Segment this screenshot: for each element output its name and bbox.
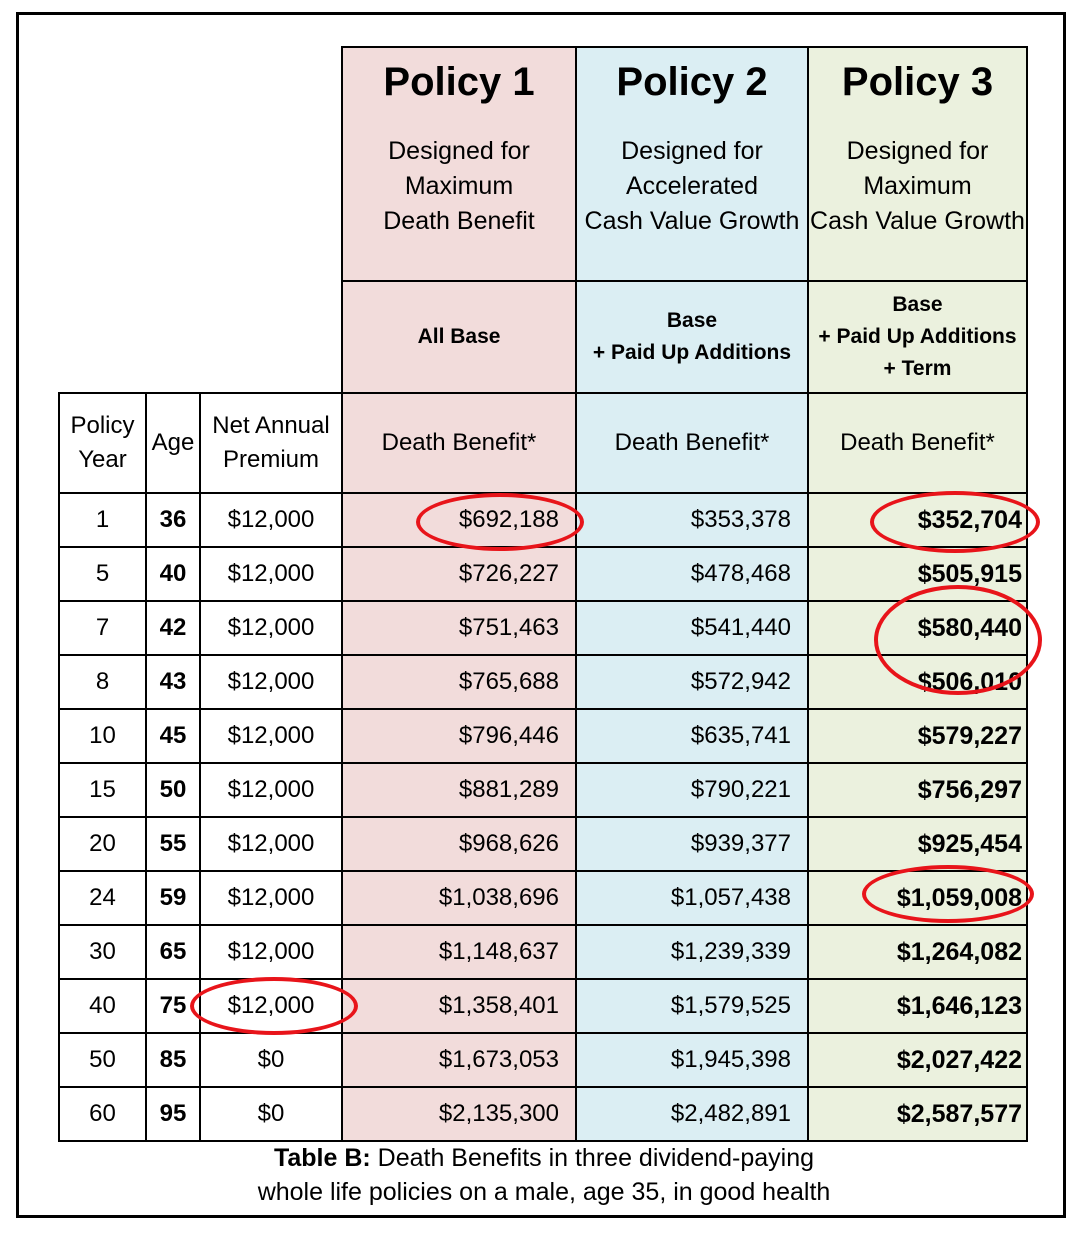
age-header-label: Age	[151, 429, 195, 456]
premium-cell	[199, 978, 343, 1034]
policy-year-cell-text: 5	[95, 560, 110, 587]
policy-3-value-cell	[807, 654, 1028, 710]
policy-3-value-cell	[807, 492, 1028, 548]
policy-3-value-cell	[807, 816, 1028, 872]
age-cell	[145, 870, 201, 926]
policy-2-design-line: Accelerated	[625, 172, 758, 200]
age-cell-text: 65	[159, 938, 187, 965]
policy-1-value-cell	[341, 870, 577, 926]
policy-3-design-line: Designed for	[846, 137, 989, 165]
policy-1-value-cell-text: $692,188	[458, 506, 559, 533]
policy-3-design-line: Cash Value Growth	[810, 207, 1025, 235]
policy-2-structure	[575, 280, 809, 394]
policy-3-value-cell	[807, 870, 1028, 926]
policy-1-value-cell-text: $968,626	[458, 830, 559, 857]
policy-2-value-cell	[575, 654, 809, 710]
premium-cell	[199, 1086, 343, 1142]
policy-3-value-cell-text: $2,027,422	[896, 1045, 1022, 1074]
policy-3-value-cell	[807, 762, 1028, 818]
age-cell-text: 40	[159, 560, 187, 587]
age-cell-text: 36	[159, 506, 187, 533]
policy-1-value-cell	[341, 1086, 577, 1142]
premium-cell-text: $0	[257, 1100, 285, 1127]
age-cell	[145, 654, 201, 710]
premium-cell	[199, 708, 343, 764]
policy-1-value-cell-text: $1,358,401	[438, 992, 559, 1019]
policy-2-structure-line: Base	[666, 309, 718, 332]
policy-1-column-header	[341, 392, 577, 494]
policy-year-cell	[58, 492, 147, 548]
policy-2-value-cell	[575, 978, 809, 1034]
policy-year-cell-text: 30	[89, 938, 116, 965]
policy-year-cell-text: 15	[89, 776, 116, 803]
table-caption	[0, 1141, 1088, 1209]
policy-1-value-cell	[341, 1032, 577, 1088]
policy-1-design-line: Designed for	[388, 137, 530, 165]
policy-2-value-cell-text: $541,440	[690, 614, 791, 641]
age-cell-text: 50	[159, 776, 187, 803]
age-cell-text: 45	[159, 722, 187, 749]
age-cell-text: 43	[159, 668, 187, 695]
policy-year-cell	[58, 978, 147, 1034]
age-cell	[145, 546, 201, 602]
policy-2-header	[575, 46, 809, 282]
policy-3-column-header	[807, 392, 1028, 494]
policy-1-title: Policy 1	[383, 60, 535, 104]
premium-cell	[199, 816, 343, 872]
age-cell	[145, 978, 201, 1034]
caption-line-2: whole life policies on a male, age 35, in good health	[257, 1178, 831, 1206]
policy-1-value-cell-text: $1,038,696	[438, 884, 559, 911]
premium-cell-text: $12,000	[227, 938, 315, 965]
age-cell	[145, 600, 201, 656]
policy-1-value-cell	[341, 924, 577, 980]
age-cell-text: 55	[159, 830, 187, 857]
age-cell	[145, 492, 201, 548]
premium-cell-text: $12,000	[227, 830, 315, 857]
premium-cell-text: $12,000	[227, 560, 315, 587]
policy-3-value-cell-text: $352,704	[917, 505, 1022, 534]
policy-3-value-cell-text: $1,059,008	[896, 883, 1022, 912]
policy-2-value-cell-text: $1,579,525	[670, 992, 791, 1019]
premium-cell-text: $12,000	[227, 722, 315, 749]
age-header	[145, 392, 201, 494]
premium-cell-text: $0	[257, 1046, 285, 1073]
premium-header	[199, 392, 343, 494]
premium-cell-text: $12,000	[227, 506, 315, 533]
policy-1-design-line: Maximum	[404, 172, 514, 200]
policy-2-value-cell	[575, 1032, 809, 1088]
policy-1-value-cell	[341, 654, 577, 710]
policy-year-cell	[58, 762, 147, 818]
policy-2-value-cell	[575, 816, 809, 872]
premium-cell	[199, 654, 343, 710]
age-cell	[145, 924, 201, 980]
policy-year-header-line: Year	[78, 446, 127, 473]
policy-1-value-cell	[341, 762, 577, 818]
policy-3-value-cell	[807, 924, 1028, 980]
premium-cell-text: $12,000	[227, 992, 315, 1019]
policy-2-value-cell-text: $939,377	[690, 830, 791, 857]
policy-1-value-cell	[341, 708, 577, 764]
policy-year-cell	[58, 924, 147, 980]
policy-3-value-cell	[807, 708, 1028, 764]
premium-cell	[199, 870, 343, 926]
premium-header-line: Premium	[222, 446, 319, 473]
premium-cell	[199, 600, 343, 656]
policy-1-design-line: Death Benefit	[383, 207, 535, 235]
policy-1-value-cell	[341, 978, 577, 1034]
policy-2-value-cell-text: $572,942	[690, 668, 791, 695]
policy-1-value-cell	[341, 816, 577, 872]
policy-year-cell-text: 24	[89, 884, 116, 911]
policy-1-column-header-label: Death Benefit*	[381, 429, 537, 456]
age-cell-text: 42	[159, 614, 187, 641]
policy-1-value-cell-text: $1,148,637	[438, 938, 559, 965]
premium-cell	[199, 1032, 343, 1088]
policy-3-value-cell-text: $579,227	[917, 721, 1022, 750]
age-cell	[145, 816, 201, 872]
policy-3-value-cell-text: $1,264,082	[896, 937, 1022, 966]
premium-cell	[199, 492, 343, 548]
policy-3-value-cell	[807, 1032, 1028, 1088]
policy-1-value-cell-text: $1,673,053	[438, 1046, 559, 1073]
policy-3-structure	[807, 280, 1028, 394]
policy-year-cell-text: 40	[89, 992, 116, 1019]
policy-3-value-cell-text: $925,454	[917, 829, 1022, 858]
premium-cell	[199, 924, 343, 980]
policy-3-value-cell-text: $2,587,577	[896, 1099, 1022, 1128]
premium-cell-text: $12,000	[227, 776, 315, 803]
policy-2-value-cell	[575, 1086, 809, 1142]
age-cell	[145, 1032, 201, 1088]
policy-3-value-cell	[807, 978, 1028, 1034]
premium-cell-text: $12,000	[227, 884, 315, 911]
policy-2-title: Policy 2	[616, 60, 768, 104]
policy-year-cell	[58, 600, 147, 656]
policy-2-value-cell	[575, 924, 809, 980]
policy-3-value-cell	[807, 600, 1028, 656]
policy-1-value-cell-text: $726,227	[458, 560, 559, 587]
policy-year-cell	[58, 1086, 147, 1142]
policy-3-structure-line: + Paid Up Additions	[818, 325, 1017, 348]
policy-3-value-cell-text: $756,297	[917, 775, 1022, 804]
policy-year-cell-text: 10	[89, 722, 116, 749]
policy-year-cell	[58, 816, 147, 872]
premium-cell-text: $12,000	[227, 614, 315, 641]
death-benefit-table	[58, 46, 1028, 1140]
policy-year-header-line: Policy	[70, 412, 135, 439]
policy-year-cell	[58, 546, 147, 602]
policy-3-value-cell-text: $506,010	[917, 667, 1022, 696]
policy-2-value-cell-text: $1,239,339	[670, 938, 791, 965]
policy-3-value-cell-text: $505,915	[917, 559, 1022, 588]
premium-cell-text: $12,000	[227, 668, 315, 695]
age-cell-text: 95	[159, 1100, 187, 1127]
policy-1-value-cell-text: $2,135,300	[438, 1100, 559, 1127]
policy-2-structure-line: + Paid Up Additions	[592, 341, 792, 364]
policy-2-value-cell	[575, 870, 809, 926]
policy-2-value-cell-text: $1,057,438	[670, 884, 791, 911]
policy-1-header	[341, 46, 577, 282]
policy-2-value-cell-text: $2,482,891	[670, 1100, 791, 1127]
premium-header-line: Net Annual	[212, 412, 330, 439]
policy-2-value-cell	[575, 708, 809, 764]
policy-1-value-cell-text: $765,688	[458, 668, 559, 695]
policy-3-title: Policy 3	[841, 60, 994, 104]
policy-1-value-cell-text: $751,463	[458, 614, 559, 641]
age-cell-text: 59	[159, 884, 187, 911]
policy-2-design-line: Cash Value Growth	[584, 207, 800, 235]
policy-3-value-cell	[807, 1086, 1028, 1142]
policy-1-value-cell	[341, 492, 577, 548]
policy-2-column-header	[575, 392, 809, 494]
policy-year-cell	[58, 870, 147, 926]
age-cell	[145, 762, 201, 818]
premium-cell	[199, 546, 343, 602]
policy-3-structure-line: + Term	[883, 357, 952, 380]
policy-year-cell	[58, 654, 147, 710]
policy-2-value-cell-text: $1,945,398	[670, 1046, 791, 1073]
policy-3-value-cell-text: $580,440	[917, 613, 1022, 642]
policy-1-value-cell-text: $796,446	[458, 722, 559, 749]
premium-cell	[199, 762, 343, 818]
policy-3-value-cell	[807, 546, 1028, 602]
policy-1-structure	[341, 280, 577, 394]
policy-2-value-cell-text: $790,221	[690, 776, 791, 803]
policy-year-cell-text: 7	[95, 614, 110, 641]
policy-2-value-cell	[575, 762, 809, 818]
policy-year-cell-text: 8	[95, 668, 110, 695]
policy-3-header	[807, 46, 1028, 282]
policy-2-value-cell	[575, 600, 809, 656]
policy-2-value-cell-text: $353,378	[690, 506, 791, 533]
policy-year-header	[58, 392, 147, 494]
policy-year-cell	[58, 1032, 147, 1088]
caption-line-1: Death Benefits in three dividend-paying	[370, 1144, 815, 1172]
policy-year-cell-text: 1	[95, 506, 110, 533]
policy-3-design-line: Maximum	[863, 172, 972, 200]
policy-2-value-cell-text: $478,468	[690, 560, 791, 587]
policy-year-cell-text: 50	[89, 1046, 116, 1073]
policy-1-value-cell	[341, 600, 577, 656]
age-cell-text: 75	[159, 992, 187, 1019]
age-cell-text: 85	[159, 1046, 187, 1073]
policy-2-column-header-label: Death Benefit*	[614, 429, 770, 456]
policy-2-value-cell	[575, 546, 809, 602]
policy-2-value-cell-text: $635,741	[690, 722, 791, 749]
policy-1-value-cell	[341, 546, 577, 602]
policy-1-structure-line: All Base	[417, 325, 501, 348]
caption-label: Table B:	[273, 1144, 371, 1172]
policy-3-value-cell-text: $1,646,123	[896, 991, 1022, 1020]
policy-2-value-cell	[575, 492, 809, 548]
policy-year-cell-text: 60	[89, 1100, 116, 1127]
policy-2-design-line: Designed for	[621, 137, 763, 165]
age-cell	[145, 1086, 201, 1142]
policy-year-cell	[58, 708, 147, 764]
age-cell	[145, 708, 201, 764]
policy-1-value-cell-text: $881,289	[458, 776, 559, 803]
policy-3-column-header-label: Death Benefit*	[840, 429, 995, 456]
policy-3-structure-line: Base	[892, 293, 943, 316]
policy-year-cell-text: 20	[89, 830, 116, 857]
